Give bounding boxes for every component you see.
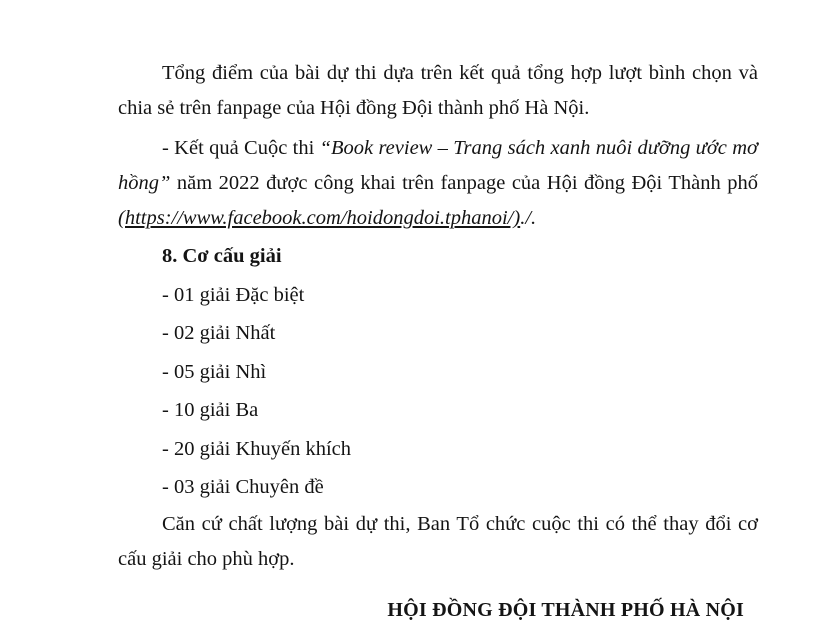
contest-result-prefix: - Kết quả Cuộc thi (162, 136, 320, 159)
contest-result-suffix: ./. (520, 207, 537, 229)
document-body (118, 56, 758, 628)
section-heading-prize-structure: 8. Cơ cấu giải (162, 245, 282, 268)
paragraph-total-score (118, 56, 758, 127)
paragraph-total-score-text: Tổng điểm của bài dự thi dựa trên kết quả tổng hợp lượt bình chọn và chia sẻ trên fanpage của Hội đồng Đội thành phố Hà Nội. (118, 62, 758, 120)
signature-block: HỘI ĐỒNG ĐỘI THÀNH PHỐ HÀ NỘI (387, 599, 744, 622)
list-item: - 20 giải Khuyến khích (162, 437, 352, 460)
contest-result-middle: năm 2022 được công khai trên fanpage của Hội đồng Đội Thành phố (170, 171, 758, 194)
list-item: - 02 giải Nhất (162, 322, 276, 345)
paragraph-contest-result (118, 131, 758, 237)
list-item: - 03 giải Chuyên đề (162, 476, 324, 499)
paragraph-closing: Căn cứ chất lượng bài dự thi, Ban Tổ chức cuộc thi có thể thay đổi cơ cấu giải cho phù hợp. (118, 512, 758, 570)
list-item: - 01 giải Đặc biệt (162, 283, 305, 306)
list-item: - 10 giải Ba (162, 399, 259, 422)
list-item: - 05 giải Nhì (162, 360, 267, 383)
fanpage-link[interactable]: (https://www.facebook.com/hoidongdoi.tphanoi/) (118, 207, 521, 229)
contest-title: “Book review – Trang sách xanh nuôi dưỡng ước mơ hồng” (118, 136, 758, 194)
